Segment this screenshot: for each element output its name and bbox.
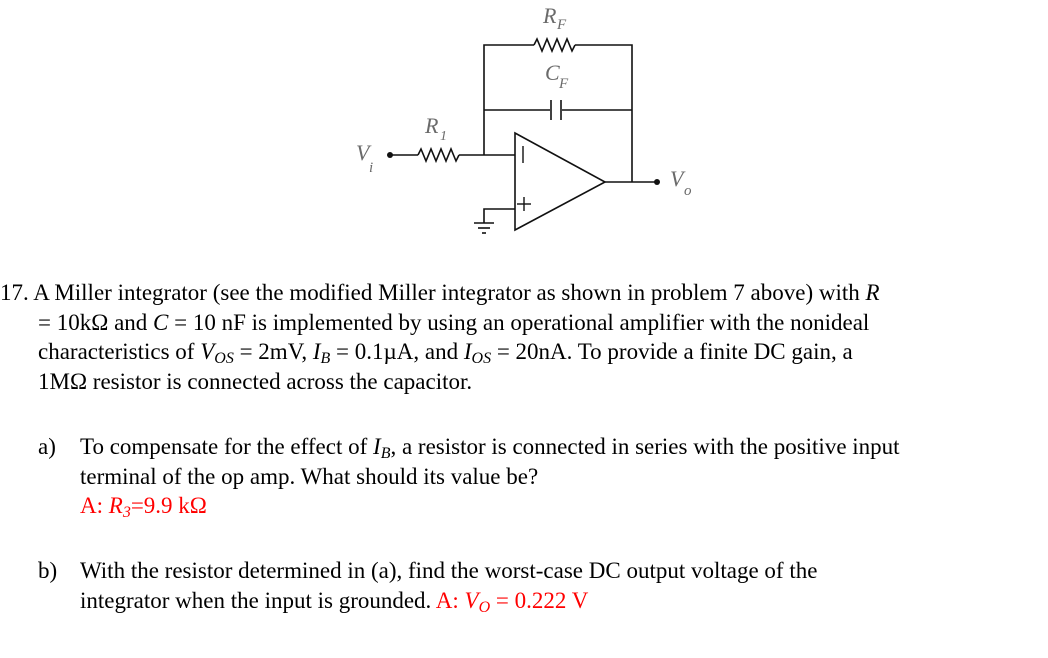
- part-b-line-2: [38, 586, 1043, 616]
- part-a-text: To compensate for the effect of: [80, 434, 374, 459]
- ground-wire: [484, 209, 515, 223]
- var-ib: $I_B$: [312, 339, 331, 367]
- rf-sub: F: [557, 17, 567, 33]
- part-a: [38, 432, 1043, 521]
- part-a-answer: A: $R_3=9.9$ kΩ: [80, 493, 207, 521]
- r1-sub: 1: [440, 129, 447, 144]
- vo-sub: o: [684, 183, 692, 199]
- var-r: R: [865, 280, 880, 305]
- problem-text: = 2mV,: [233, 339, 313, 364]
- part-b-line-1: [38, 556, 1043, 586]
- problem-text: characteristics of: [38, 339, 201, 364]
- vi-label: V: [356, 140, 370, 165]
- miller-integrator-circuit: [0, 0, 1048, 260]
- r1-label: R: [425, 113, 439, 138]
- problem-line-4: [0, 367, 1045, 397]
- problem-statement: [0, 278, 1045, 396]
- part-a-label: a): [38, 434, 56, 459]
- vo-terminal: [654, 179, 660, 185]
- op-amp-triangle: [515, 133, 605, 230]
- part-b-text: With the resistor determined in (a), find the worst-case DC output voltage of the: [80, 558, 818, 583]
- vi-sub: i: [369, 160, 374, 176]
- cf-label: C: [545, 60, 560, 85]
- part-a-text: , a resistor is connected in series with the positive input: [390, 434, 900, 459]
- part-a-text: terminal of the op amp. What should its value be?: [80, 463, 539, 489]
- problem-line-3: [0, 337, 1045, 367]
- var-vos: $V_{OS}$: [200, 339, 234, 367]
- problem-line-2: [0, 308, 1045, 338]
- var-ib: $I_B$: [373, 434, 391, 462]
- problem-number: 17.: [0, 280, 29, 305]
- part-a-line-2: [38, 462, 1043, 492]
- rf-resistor: [534, 39, 575, 51]
- problem-line-1: [0, 278, 1045, 308]
- problem-text: = 10 nF is implemented by using an operational amplifier with the nonideal: [168, 309, 870, 335]
- part-b-answer: A: $V_O = 0.222$ V: [435, 587, 589, 616]
- var-c: C: [153, 309, 169, 335]
- r1-resistor: [418, 149, 459, 161]
- problem-text: = 10kΩ and: [38, 309, 154, 335]
- cf-sub: F: [559, 76, 569, 92]
- problem-text: A Miller integrator (see the modified Miller integrator as shown in problem 7 above) with: [33, 280, 866, 305]
- problem-text: = 0.1µA, and: [330, 339, 464, 364]
- part-b-text: integrator when the input is grounded.: [80, 587, 436, 613]
- problem-text: = 20nA. To provide a finite DC gain, a: [491, 339, 853, 364]
- rf-right-wire: [575, 45, 632, 182]
- part-b-label: b): [38, 558, 58, 583]
- part-b: [38, 556, 1043, 615]
- vo-label: V: [670, 166, 684, 191]
- problem-text: 1MΩ resistor is connected across the capacitor.: [38, 368, 473, 394]
- var-ios: $I_{OS}$: [463, 339, 492, 367]
- part-a-line-1: [38, 432, 1043, 462]
- rf-label: R: [543, 3, 557, 28]
